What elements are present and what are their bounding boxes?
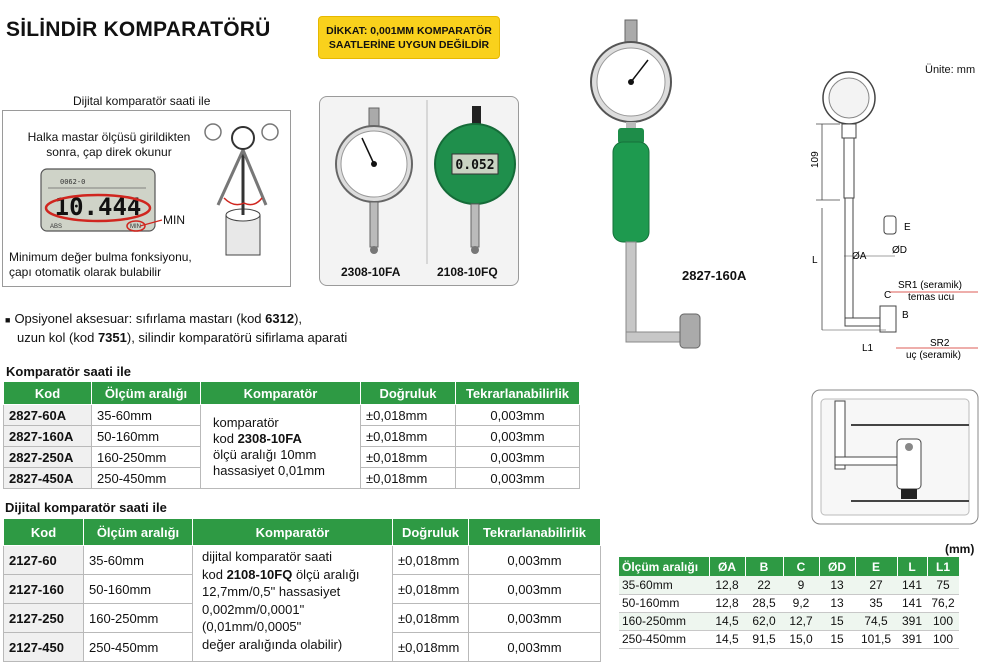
table1-comparator-kod: kod [213,431,238,446]
table1-comparator-line-3: ölçü aralığı 10mm [213,447,317,462]
dim-label-L1: L1 [862,343,874,354]
table2-repeatability: 0,003mm [469,546,601,575]
table2-comparator-code: 2108-10FQ [226,566,293,582]
unit-note: Ünite: mm [925,64,976,76]
table2-comparator-line-1: dijital komparatör saati [202,549,333,564]
sr1-label-line-2: temas ucu [908,292,955,303]
table2-header: Doğruluk [393,519,469,546]
table2-range: 160-250mm [84,604,193,633]
table1-header: Kod [4,382,92,405]
dim-header: L [897,557,927,576]
table1-accuracy: ±0,018mm [361,447,456,468]
table1-accuracy: ±0,018mm [361,405,456,426]
table2-comparator-range: ölçü aralığı [292,566,360,582]
dim-cell: 76,2 [927,594,959,612]
dim-cell: 9 [783,576,819,594]
digital-note-bottom-line-1: Minimum değer bulma fonksiyonu, [9,250,192,264]
dim-cell: 28,5 [745,594,783,612]
table-analog-comparator [3,381,580,489]
display-small-readout: 0062-0 [60,178,86,186]
dim-cell: 141 [897,594,927,612]
table1-comparator-line-4: hassasiyet 0,01mm [213,463,325,478]
dim-cell: 160-250mm [619,612,709,630]
table2-accuracy: ±0,018mm [393,633,469,662]
accessory-note [5,310,347,346]
main-model-label: 2827-160A [682,268,747,283]
sr1-label-line-1: SR1 (seramik) [898,280,962,291]
table2-comparator-line-2 [202,566,387,584]
dim-cell: 100 [927,630,959,648]
table2-range: 250-450mm [84,633,193,662]
table1-header: Doğruluk [361,382,456,405]
warning-line-2: SAATLERİNE UYGUN DEĞİLDİR [328,39,490,51]
table-row [4,405,580,426]
dim-header-row [619,557,959,576]
table-row [619,594,959,612]
dim-cell: 14,5 [709,612,745,630]
dim-cell: 14,5 [709,630,745,648]
gauge-photos [322,98,518,266]
dim-header: B [745,557,783,576]
dim-label-phiD: ØD [892,245,907,256]
table1-header: Ölçüm aralığı [92,382,201,405]
dim-header: C [783,557,819,576]
warning-line-1: DİKKAT: 0,001MM KOMPARATÖR [326,25,492,37]
sr2-label-line-1: SR2 [930,338,950,349]
min-callout-arrow [140,214,165,228]
table1-comparator-line-2 [213,431,355,447]
accessory-line-1 [5,310,347,329]
sr2-label-line-2: uç (seramik) [906,350,962,360]
dim-cell: 91,5 [745,630,783,648]
ring-gauge-illustration [196,120,286,260]
digital-panel-caption: Dijital komparatör saati ile [73,94,211,108]
table1-repeatability: 0,003mm [456,447,580,468]
accessory-text-1: Opsiyonel aksesuar: sıfırlama mastarı (kod [14,311,266,326]
table1-range: 50-160mm [92,426,201,447]
table2-accuracy: ±0,018mm [393,546,469,575]
table1-range: 35-60mm [92,405,201,426]
bore-measurement-sketch [811,389,979,525]
table1-range: 160-250mm [92,447,201,468]
table1-range: 250-450mm [92,468,201,489]
dim-cell: 27 [855,576,897,594]
dim-table-unit: (mm) [945,542,975,556]
table-row [619,576,959,594]
table2-repeatability: 0,003mm [469,575,601,604]
dim-header: Ölçüm aralığı [619,557,709,576]
dim-label-C: C [884,290,892,301]
accessory-code-6312: 6312 [265,311,295,326]
table1-repeatability: 0,003mm [456,405,580,426]
table2-title: Dijital komparatör saati ile [5,500,167,515]
dim-label-L: L [812,255,818,266]
accessory-line-2 [5,329,347,346]
table1-repeatability: 0,003mm [456,426,580,447]
accessory-text-3: uzun kol (kod [17,330,98,345]
digital-note-top-line-1: Halka mastar ölçüsü girildikten [27,130,191,144]
table1-header: Komparatör [201,382,361,405]
digital-note-top [9,130,209,160]
analog-gauge-caption: 2308-10FA [341,265,401,279]
table-row [619,612,959,630]
table2-header: Kod [4,519,84,546]
table-row [4,546,601,575]
digital-note-bottom-line-2: çapı otomatik olarak bulabilir [9,265,162,279]
table1-code: 2827-160A [4,426,92,447]
table2-header: Ölçüm aralığı [84,519,193,546]
table1-header: Tekrarlanabilirlik [456,382,580,405]
table2-code: 2127-60 [4,546,84,575]
dim-cell: 74,5 [855,612,897,630]
table2-comparator-line-6: değer aralığında olabilir) [202,636,343,652]
table2-accuracy: ±0,018mm [393,604,469,633]
dim-label-109: 109 [810,151,821,168]
dim-cell: 22 [745,576,783,594]
table-row [619,630,959,648]
dim-cell: 12,7 [783,612,819,630]
table2-code: 2127-160 [4,575,84,604]
dim-cell: 35 [855,594,897,612]
accessory-text-4: ), silindir komparatörü sifirlama aparati [126,330,348,345]
display-min-label: MIN [130,224,141,230]
bullet-icon: ■ [5,315,11,325]
table1-repeatability: 0,003mm [456,468,580,489]
table2-comparator-line-4: 0,002mm/0,0001" [202,601,305,617]
page-title: SİLİNDİR KOMPARATÖRÜ [6,18,271,41]
digital-gauge-caption: 2108-10FQ [437,265,498,279]
dim-cell: 141 [897,576,927,594]
dim-cell: 391 [897,630,927,648]
table1-accuracy: ±0,018mm [361,468,456,489]
dim-cell: 15 [819,630,855,648]
dim-cell: 101,5 [855,630,897,648]
table2-code: 2127-450 [4,633,84,662]
digital-gauge-readout: 0.052 [455,158,495,173]
table1-comparator-line-1: komparatör [213,415,279,430]
dim-cell: 391 [897,612,927,630]
table1-title: Komparatör saati ile [6,364,131,379]
dim-label-B: B [902,310,909,321]
table2-code: 2127-250 [4,604,84,633]
min-callout-label: MIN [163,213,185,227]
dim-cell: 100 [927,612,959,630]
table2-repeatability: 0,003mm [469,604,601,633]
table1-header-row [4,382,580,405]
table1-comparator-code: 2308-10FA [237,431,302,446]
dim-cell: 15 [819,612,855,630]
dim-header: E [855,557,897,576]
product-photo-2827-160A [580,18,720,358]
accessory-text-2: ), [294,311,303,326]
table2-comparator-line-5: (0,01mm/0,0005" [202,619,302,634]
table2-comparator-line-3: 12,7mm/0,5" hassasiyet [202,584,341,599]
dim-cell: 75 [927,576,959,594]
warning-badge [318,16,500,59]
table2-comparator-kod: kod [202,566,227,582]
digital-note-bottom [9,250,224,280]
dim-cell: 13 [819,594,855,612]
display-abs-label: ABS [50,224,63,230]
table1-code: 2827-250A [4,447,92,468]
accessory-code-7351: 7351 [97,330,127,345]
table1-comparator-cell [201,405,361,489]
dim-cell: 15,0 [783,630,819,648]
display-main-readout: 10.444 [54,193,142,221]
table2-accuracy: ±0,018mm [393,575,469,604]
dim-cell: 50-160mm [619,594,709,612]
table2-range: 50-160mm [84,575,193,604]
digital-note-top-line-2: sonra, çap direk okunur [46,145,172,159]
dim-cell: 62,0 [745,612,783,630]
dim-label-phiA: ØA [852,251,867,262]
dim-header: ØD [819,557,855,576]
table2-range: 35-60mm [84,546,193,575]
table2-repeatability: 0,003mm [469,633,601,662]
table1-accuracy: ±0,018mm [361,426,456,447]
table1-code: 2827-60A [4,405,92,426]
dim-cell: 35-60mm [619,576,709,594]
dim-header: ØA [709,557,745,576]
dim-cell: 12,8 [709,594,745,612]
dim-cell: 9,2 [783,594,819,612]
technical-drawing [800,60,1000,360]
table-digital-comparator [3,518,601,662]
dim-cell: 13 [819,576,855,594]
table2-header-row [4,519,601,546]
dim-cell: 12,8 [709,576,745,594]
table2-header: Komparatör [193,519,393,546]
table2-header: Tekrarlanabilirlik [469,519,601,546]
table1-code: 2827-450A [4,468,92,489]
table-dimensions [619,557,960,649]
table2-comparator-cell [193,546,393,662]
dim-label-E: E [904,222,911,233]
dim-cell: 250-450mm [619,630,709,648]
dim-header: L1 [927,557,959,576]
